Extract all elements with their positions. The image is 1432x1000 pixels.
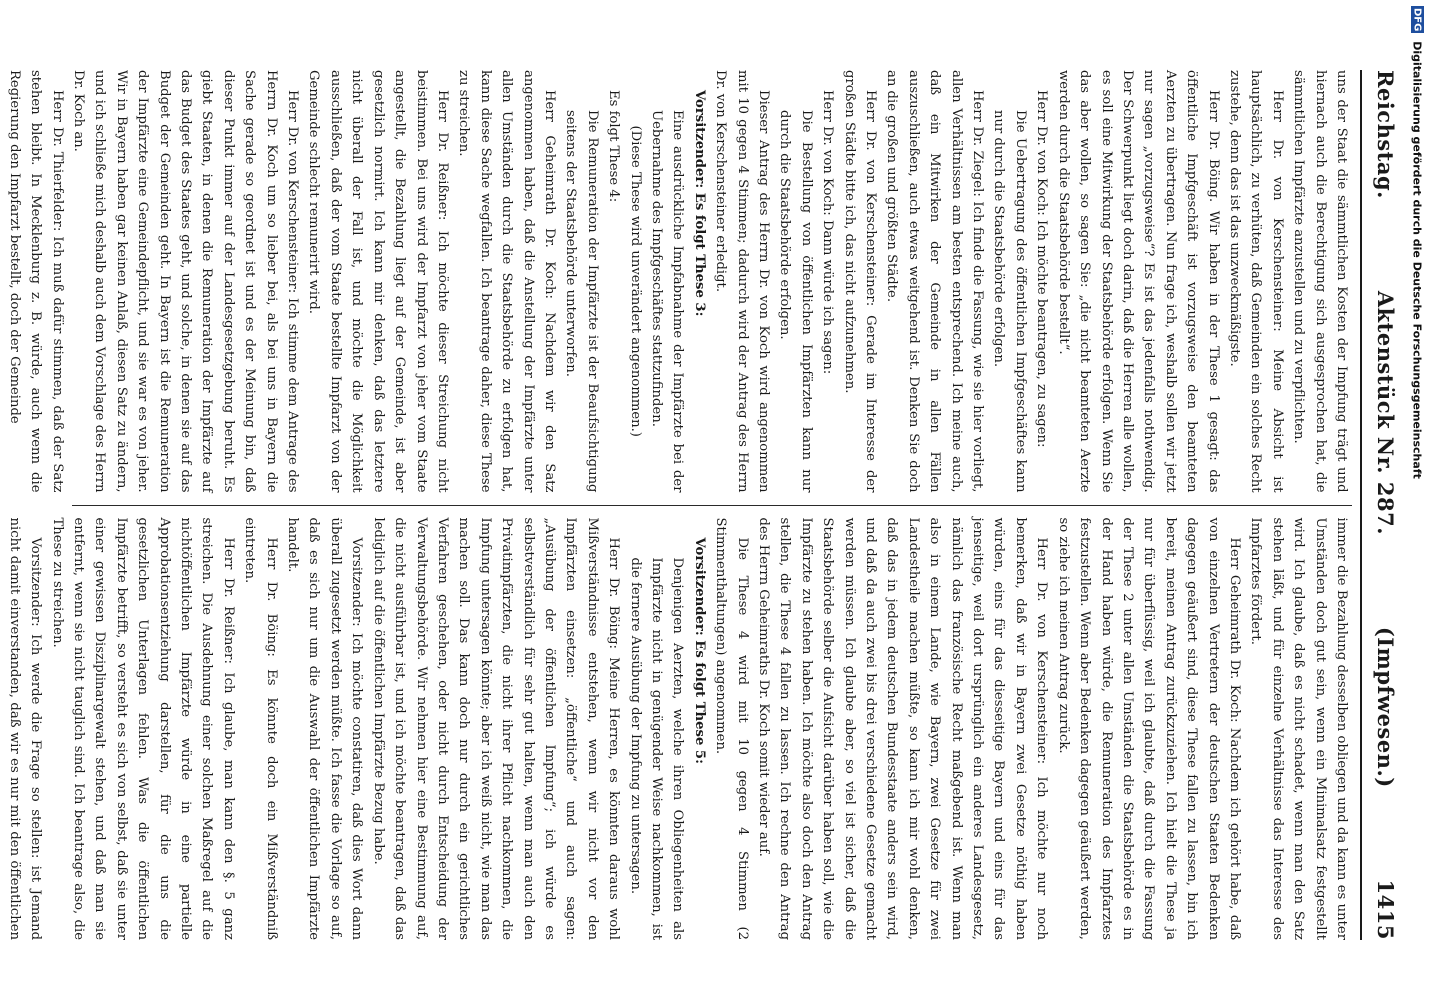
header-title: (Impfwesen.) bbox=[1373, 626, 1398, 788]
paragraph: Herr Dr. von Koch: Dann würde ich sagen: bbox=[820, 90, 836, 375]
paragraph: Herr Dr. Böing: Meine Herren, es könnten daraus wohl Mißverständnisse entstehen, wenn wir nicht vor den Impfärzten einsetzen: „öffentliche“ und auch sagen: „Ausübung der öffentlichen Impfung“; ich würde es selbstverständlich für sehr gut halten, wenn man auch den Privatimpfärzten, die nicht ihrer Pflicht nachkommen, die Impfung untersagen könnte; aber ich weiß nicht, wie man das machen soll. Das kann doch nur durch ein gerichtliches Verfahren geschehen, oder nicht durch Entscheidung der Verwaltungsbehörde. Wir nehmen hier eine Bestimmung auf, die nicht ausführbar ist, und ich möchte beantragen, daß das lediglich auf die öffentlichen Impfärzte Bezug habe. bbox=[370, 517, 622, 941]
paragraph: Vorsitzender: Ich möchte constatiren, daß dies Wort dann überall zugesetzt werden müßte. Ich fasse die Vorlage so auf, daß es sich nur um die Auswahl der öffentlichen Impfärzte handelt. bbox=[285, 517, 365, 941]
paragraph: Herr Geheimrath Dr. Koch: Nachdem wir den Satz angenommen haben, daß die Anstellung der Impfärzte unter allen Umständen durch die Staatsbehörde zu erfolgen hat, kann diese Sache wegfallen. Ich beantrage daher, diese These zu streichen. bbox=[456, 70, 557, 493]
paragraph: Herr Dr. Ziegel: Ich finde die Fassung, wie sie hier vorliegt, allen Verhältnissen am besten entsprechend. Ich meine auch, daß ein Mitwirken der Gemeinde in allen Fällen auszuschließen, auch etwas weitgehend ist. Denken Sie doch an die großen und größten Städte. bbox=[884, 70, 986, 493]
paragraph: Herr Dr. von Kerschensteiner: Gerade im Interesse der großen Städte bitte ich, das nicht aufzunehmen. bbox=[841, 70, 879, 493]
paragraph: immer die Bezahlung desselben obliegen und da kann es unter Umständen doch gut sein, wenn ein Minimalsatz festgestellt wird. Ich glaube, daß es nicht schadet, wenn man den Satz stehen läßt, und für einzelne Verhältnisse das Interesse des Impfarztes fördert. bbox=[1248, 517, 1349, 941]
text-columns bbox=[6, 70, 1352, 941]
vote-note: Die These 4 wird mit 10 gegen 4 Stimmen (2 Stimmenthaltungen) angenommen. bbox=[713, 517, 750, 941]
page-number: 1415 bbox=[1373, 879, 1398, 940]
paragraph: Herr Dr. Thierfelder: Ich muß dafür stimmen, daß der Satz stehen bleibt. In Mecklenburg z. B. würde, auch wenn die Regierung den Impfarzt bestellt, doch der Gemeinde bbox=[6, 70, 65, 493]
watermark-text-block bbox=[1411, 6, 1424, 479]
paragraph: Herr Geheimrath Dr. Koch: Nachdem ich gehört habe, daß von einzelnen Vertretern der deutschen Staaten Bedenken dagegen geäußert sind, diese These fallen zu lassen, bin ich bereit, meinen Antrag zurückzuziehen. Ich hielt die These ja nur für überflüssig, weil ich glaubte, daß durch die Fassung der These 2 unter allen Umständen die Staatsbehörde es in der Hand haben würde, die Remuneration des Impfarztes festzustellen. Wenn aber Bedenken dagegen geäußert werden, so ziehe ich meinen Antrag zurück. bbox=[1055, 517, 1242, 941]
paragraph: Herr Dr. von Kerschensteiner: Ich möchte nur noch bemerken, daß wir in Bayern zwei Gesetze nöthig haben würden, eins für das diesseitige Bayern und eins für das jenseitige, weil dort ursprünglich ein anderes Landesgesetz, nämlich das französische Recht maßgebend ist. Wenn man also in einem Lande, wie Bayern, zwei Gesetze für zwei Landestheile machen müßte, so kann ich mir wohl denken, daß das in jedem deutschen Bundesstaate anders sein wird, und daß da auch zwei bis drei verschiedene Gesetze gemacht werden müssen. Ich glaube aber, so viel ist sicher, daß die Staatsbehörde selber die Aufsicht darüber haben soll, wie die Impfärzte zu stehen haben. Ich möchte also doch den Antrag stellen, die These 4 fallen zu lassen. Ich rechne den Antrag des Herrn Geheimraths Dr. Koch somit wieder auf. bbox=[756, 517, 1050, 941]
thesis-text: Die Remuneration der Impfärzte ist der Beaufsichtigung seitens der Staatsbehörde unterworfen. bbox=[563, 110, 600, 493]
paragraph: Es folgt These 4: bbox=[606, 90, 622, 203]
vote-note: (Diese These wird unverändert angenommen.) bbox=[627, 125, 643, 437]
thesis-text: Denjenigen Aerzten, welche ihren Obliegenheiten als Impfärzte nicht in genügender Weise nachkommen, ist die fernere Ausübung der Impfung zu untersagen. bbox=[627, 557, 686, 941]
page-header bbox=[1372, 70, 1398, 940]
column-divider bbox=[72, 505, 1352, 506]
paragraph: Herr Dr. von Koch: Ich möchte beantragen, zu sagen: bbox=[1034, 90, 1050, 448]
chair-statement: Vorsitzender: Es folgt These 3: bbox=[691, 90, 707, 317]
proposal-quote: Die Bestellung von öffentlichen Impfärzten kann nur durch die Staatsbehörde erfolgen. bbox=[777, 110, 814, 493]
dfg-watermark bbox=[1404, 6, 1430, 996]
header-document-number: Aktenstück Nr. 287. bbox=[1373, 290, 1398, 536]
header-rule bbox=[1360, 70, 1362, 940]
watermark-text: Digitalisierung gefördert durch die Deutsche Forschungsgemeinschaft bbox=[1410, 41, 1424, 479]
paragraph: Herr Dr. von Kerschensteiner: Meine Absicht ist hauptsächlich, zu verhüten, daß Gemeinden ein solches Recht zustehe, denn das ist das unzweckmäßigste. bbox=[1226, 70, 1285, 493]
paragraph: uns der Staat die sämmtlichen Kosten der Impfung trägt und hiernach auch die Berechtigung sich ausgesprochen hat, die sämmtlichen Impfärzte anzustellen und zu verpflichten. bbox=[1291, 70, 1349, 493]
header-source: Reichstag. bbox=[1373, 70, 1398, 199]
paragraph: Vorsitzender: Ich werde die Frage so stellen: ist Jemand nicht damit einverstanden, daß wir es nur mit den öffentlichen bbox=[6, 517, 44, 941]
paragraph: Herr Dr. Reißner: Ich möchte dieser Streichung nicht beistimmen. Bei uns wird der Impfarzt von jeher vom Staate angestellt, die Bezahlung liegt auf der Gemeinde, ist aber gesetzlich normirt. Ich kann mir denken, daß das letztere nicht überall der Fall ist, und möchte die Möglichkeit ausschließen, daß der vom Staate bestellte Impfarzt von der Gemeinde schlecht remunerirt wird. bbox=[306, 70, 450, 493]
dfg-logo: DFG bbox=[1411, 8, 1423, 32]
paragraph: Herr Dr. Reißner: Ich glaube, man kann den §. 5 ganz streichen. Die Ausdehnung einer solchen Maßregel auf die nichtöffentlichen Impfärzte würde in eine partielle Approbationsentziehung darstellen, für die uns die gesetzlichen Unterlagen fehlen. Was die öffentlichen Impfärzte betrifft, so versteht es sich von selbst, daß sie unter einer gewissen Disziplinargewalt stehen, und daß man sie entfernt, wenn sie nicht tauglich sind. Ich beantrage also, die These zu streichen. bbox=[49, 517, 236, 941]
column-right bbox=[6, 517, 1352, 941]
chair-statement: Vorsitzender: Es folgt These 5: bbox=[691, 537, 707, 764]
paragraph: Herr Dr. Böing. Wir haben in der These 1 gesagt: das öffentliche Impfgeschäft ist vorzugsweise den beamteten Aerzten zu übertragen. Nun frage ich, weshalb sollen wir jetzt nur sagen „vorzugsweise“? Es ist das jedenfalls nothwendig. Der Schwerpunkt liegt doch darin, daß die Herren alle wollen, es soll eine Mitwirkung der Staatsbehörde erfolgen. Wenn Sie das aber wollen, so sagen Sie: „die nicht beamteten Aerzte werden durch die Staatsbehörde bestellt“. bbox=[1055, 70, 1221, 493]
proposal-quote: Die Uebertragung des öffentlichen Impfgeschäftes kann nur durch die Staatsbehörde erfolgen. bbox=[991, 110, 1028, 493]
paragraph: Herr Dr. Böing: Es könnte doch ein Mißverständniß eintreten. bbox=[242, 517, 279, 941]
paragraph: Herr Dr. von Kerschensteiner: Ich stimme dem Antrage des Herrn Dr. Koch um so lieber bei, als bei uns in Bayern die Sache gerade so geordnet ist und es der Meinung bin, daß dieser Punkt immer auf der Landesgesetzgebung beruht. Es giebt Staaten, in denen die Remuneration der Impfärzte auf das Budget des Staates geht, und solche, in denen sie auf das Budget der Gemeinden geht. In Bayern ist die Remuneration der Impfärzte eine Gemeindepflicht, und sie war es von jeher. Wir in Bayern haben gar keinen Anlaß, diesen Satz zu ändern, und ich schließe mich deshalb auch dem Vorschlage des Herrn Dr. Koch an. bbox=[71, 70, 301, 493]
thesis-text: Eine ausdrückliche Impfabnahme der Impfärzte bei der Uebernahme des Impfgeschäftes stattzufinden. bbox=[649, 110, 686, 493]
column-left bbox=[6, 70, 1352, 493]
paragraph: Dieser Antrag des Herrn Dr. von Koch wird angenommen mit 10 gegen 4 Stimmen; dadurch wird der Antrag des Herrn Dr. von Kerschensteiner erledigt. bbox=[713, 70, 772, 493]
